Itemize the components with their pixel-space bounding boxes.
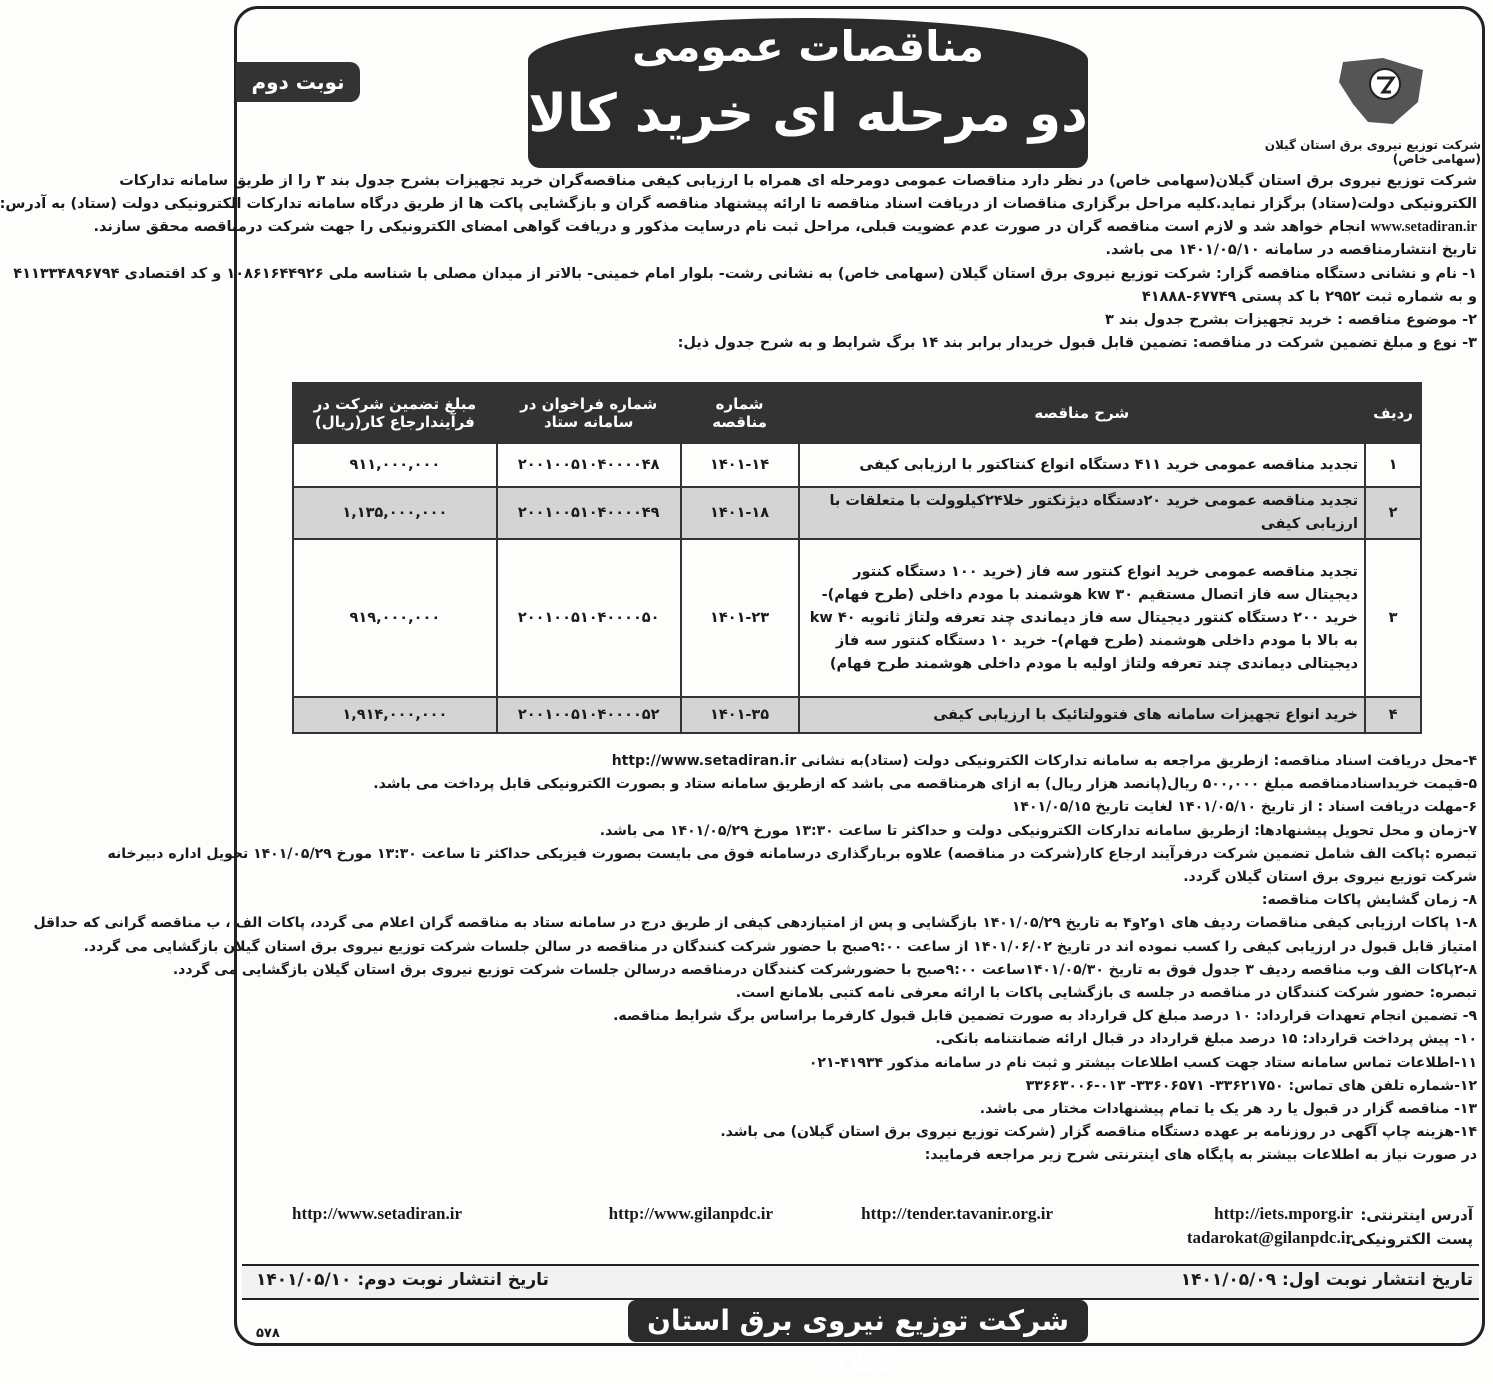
- intro-paragraph: [0, 170, 1477, 262]
- condition-line: ۵-قیمت خریداسنادمناقصه مبلغ ۵۰۰,۰۰۰ ریال(پانصد هزار ریال) به ازای هرمناقصه می باشد که ازطریق سامانه ستاد و بصورت الکترونیکی قابل پرداخت می باشد.: [373, 776, 1477, 793]
- link-setadiran[interactable]: http://www.setadiran.ir: [292, 1204, 462, 1223]
- url-row: [292, 1204, 1353, 1230]
- row-call-number: ۲۰۰۱۰۰۵۱۰۴۰۰۰۰۴۸: [497, 443, 681, 487]
- condition-line: ۱-۸ پاکات ارزیابی کیفی مناقصات ردیف های ۱و۲و۴ به تاریخ ۱۴۰۱/۰۵/۲۹ بازگشایی و پس از امتیازدهی کیفی از طریق درج در سامانه ستاد به مناقصه گران اعلام می گردد، پاکات الف ، ب مناقصه گرانی که حداقل: [33, 915, 1477, 932]
- table-header-row: [293, 383, 1421, 443]
- row-amount: ۱,۱۳۵,۰۰۰,۰۰۰: [293, 487, 497, 539]
- row-tender-number: ۱۴۰۱-۱۴: [681, 443, 799, 487]
- row-description: تجدید مناقصه عمومی خرید ۴۱۱ دستگاه انواع کنتاکتور با ارزیابی کیفی: [799, 443, 1366, 487]
- row-amount: ۹۱۹,۰۰۰,۰۰۰: [293, 539, 497, 697]
- condition-line: تبصره: حضور شرکت کنندگان در مناقصه در جلسه ی بازگشایی پاکات با ارائه معرفی نامه کتبی بلامانع است.: [735, 985, 1477, 1002]
- email-row: [292, 1228, 1353, 1254]
- intro-url[interactable]: www.setadiran.ir: [1370, 219, 1477, 235]
- round-badge: نوبت دوم: [236, 62, 360, 102]
- condition-line: ۴-محل دریافت اسناد مناقصه: ازطریق مراجعه به سامانه تدارکات الکترونیکی دولت (ستاد)به نشانی http://www.setadiran.ir: [611, 753, 1477, 769]
- table-row: [293, 539, 1421, 697]
- row-description: خرید انواع تجهیزات سامانه های فتوولتائیک با ارزیابی کیفی: [799, 697, 1366, 733]
- company-logo: [1273, 52, 1433, 132]
- link-gilanpdc[interactable]: http://www.gilanpdc.ir: [608, 1204, 773, 1223]
- row-call-number: ۲۰۰۱۰۰۵۱۰۴۰۰۰۰۵۲: [497, 697, 681, 733]
- intro-line: الکترونیکی دولت(ستاد) برگزار نماید.کلیه مراحل برگزاری مناقصات از دریافت اسناد مناقصه تا ارائه پیشنهاد مناقصه گران و بازگشایی پاکت ها از طریق درگاه سامانه تدارکات الکترونیکی دولت (ستاد) به آدرس:: [0, 196, 1477, 212]
- condition-line: ۱۳- مناقصه گزار در قبول یا رد هر یک یا تمام پیشنهادات مختار می باشد.: [979, 1101, 1477, 1118]
- page-title: مناقصات عمومی: [631, 22, 985, 71]
- header-cell: شرح مناقصه: [799, 383, 1366, 443]
- item-line: ۱- نام و نشانی دستگاه مناقصه گزار: شرکت توزیع نیروی برق استان گیلان (سهامی خاص) به نشانی رشت- بلوار امام خمینی- بالاتر از میدان مصلی با شناسه ملی ۱۰۸۶۱۶۴۴۹۲۶ و کد اقتصادی ۴۱۱۳۳۴۸۹۶۷۹۴: [13, 266, 1477, 282]
- company-name-small: شرکت توزیع نیروی برق استان گیلان (سهامی خاص): [1264, 138, 1481, 166]
- row-call-number: ۲۰۰۱۰۰۵۱۰۴۰۰۰۰۵۰: [497, 539, 681, 697]
- header-cell: مبلغ تضمین شرکت در فرآیندارجاع کار(ریال): [293, 383, 497, 443]
- row-tender-number: ۱۴۰۱-۱۸: [681, 487, 799, 539]
- numbered-items: [13, 263, 1477, 355]
- condition-line: امتیاز قابل قبول در ارزیابی کیفی را کسب نموده اند در تاریخ ۱۴۰۱/۰۶/۰۲ از ساعت ۹:۰۰صبح با حضور شرکت کنندگان در مناقصه در سالن جلسات شرکت توزیع نیروی برق استان گیلان بازگشایی می گردد.: [83, 938, 1477, 955]
- item-line: ۳- نوع و مبلغ تضمین شرکت در مناقصه: تضمین قابل قبول خریدار برابر بند ۱۴ برگ شرایط و به شرح جدول ذیل:: [677, 335, 1477, 351]
- condition-line: ۷-زمان و محل تحویل پیشنهادها: ازطریق سامانه تدارکات الکترونیکی دولت و حداکثر تا ساعت ۱۳:۳۰ مورخ ۱۴۰۱/۰۵/۲۹ می باشد.: [599, 822, 1477, 839]
- page-number: ۵۷۸: [256, 1326, 280, 1341]
- table-row: [293, 443, 1421, 487]
- address-label: آدرس اینترنتی:: [1360, 1206, 1473, 1224]
- footer-company: شرکت توزیع نیروی برق استان گیلان: [628, 1300, 1088, 1342]
- item-line: ۲- موضوع مناقصه : خرید تجهیزات بشرح جدول بند ۳: [1104, 312, 1477, 328]
- condition-line: ۶-مهلت دریافت اسناد : از تاریخ ۱۴۰۱/۰۵/۱۰ لغایت تاریخ ۱۴۰۱/۰۵/۱۵: [1011, 799, 1477, 816]
- intro-line: تاریخ انتشارمناقصه در سامانه ۱۴۰۱/۰۵/۱۰ می باشد.: [1105, 242, 1477, 258]
- table-row: [293, 697, 1421, 733]
- row-amount: ۹۱۱,۰۰۰,۰۰۰: [293, 443, 497, 487]
- header-cell: شماره فراخوان در سامانه ستاد: [497, 383, 681, 443]
- condition-line: شرکت توزیع نیروی برق استان گیلان گردد.: [1183, 869, 1477, 886]
- header-cell: شماره مناقصه: [681, 383, 799, 443]
- condition-line: ۲-۸پاکات الف وب مناقصه ردیف ۳ جدول فوق به تاریخ ۱۴۰۱/۰۵/۳۰ساعت ۹:۰۰صبح با حضورشرکت کنندگان درمناقصه درسالن جلسات شرکت توزیع نیروی برق استان گیلان بازگشایی می گردد.: [172, 961, 1477, 978]
- row-number: ۳: [1365, 539, 1421, 697]
- intro-line: شرکت توزیع نیروی برق استان گیلان(سهامی خاص) در نظر دارد مناقصات عمومی دومرحله ای همراه با ارزیابی کیفی مناقصه‌گران خرید تجهیزات بشرح جدول بند ۳ را از طریق سامانه تدارکات: [119, 173, 1477, 189]
- condition-line: تبصره :پاکت الف شامل تضمین شرکت درفرآیند ارجاع کار(شرکت در مناقصه) علاوه بربارگذاری درسامانه فوق می بایست بصورت فیزیکی حداکثر تا ساعت ۱۳:۳۰ مورخ ۱۴۰۱/۰۵/۲۹ تحویل اداره دبیرخانه: [107, 845, 1477, 862]
- row-number: ۲: [1365, 487, 1421, 539]
- row-number: ۱: [1365, 443, 1421, 487]
- row-tender-number: ۱۴۰۱-۳۵: [681, 697, 799, 733]
- item-line: و به شماره ثبت ۲۹۵۲ با کد پستی ۶۷۷۴۹-۴۱۸۸۸: [1141, 289, 1477, 305]
- condition-line: ۱۲-شماره تلفن های تماس: ۳۳۶۲۱۷۵۰- ۳۳۶۰۶۵۷۱- ۰۱۳-۳۳۶۶۳۰۰۶: [1025, 1077, 1477, 1094]
- tender-table: [292, 382, 1422, 734]
- condition-line: ۸- زمان گشایش پاکات مناقصه:: [1261, 892, 1477, 909]
- row-call-number: ۲۰۰۱۰۰۵۱۰۴۰۰۰۰۴۹: [497, 487, 681, 539]
- condition-line: ۱۴-هزینه چاپ آگهی در روزنامه بر عهده دستگاه مناقصه گزار (شرکت توزیع نیروی برق استان گیلان) می باشد.: [720, 1124, 1477, 1141]
- condition-line: ۱۱-اطلاعات تماس سامانه ستاد جهت کسب اطلاعات بیشتر و ثبت نام در سامانه مذکور ۴۱۹۳۴-۰۲۱: [808, 1054, 1477, 1071]
- condition-line: ۱۰- پیش پرداخت قرارداد: ۱۵ درصد مبلغ قرارداد در قبال ارائه ضمانتنامه بانکی.: [935, 1031, 1477, 1048]
- header-cell: ردیف: [1365, 383, 1421, 443]
- condition-line: ۹- تضمین انجام تعهدات قرارداد: ۱۰ درصد مبلغ کل قرارداد به صورت تضمین قابل قبول کارفرما براساس برگ شرایط مناقصه.: [613, 1008, 1477, 1025]
- email-label: پست الکترونیکی:: [1345, 1230, 1473, 1248]
- row-amount: ۱,۹۱۴,۰۰۰,۰۰۰: [293, 697, 497, 733]
- conditions-list: [33, 750, 1477, 1168]
- intro-line: www.setadiran.ir انجام خواهد شد و لازم است مناقصه گران در صورت عدم عضویت قبلی، مراحل ثبت نام درسایت مذکور و دریافت گواهی امضای الکترونیکی را جهت شرکت درمناقصه محقق سازند.: [93, 219, 1477, 235]
- row-tender-number: ۱۴۰۱-۲۳: [681, 539, 799, 697]
- row-description: تجدید مناقصه عمومی خرید انواع کنتور سه فاز (خرید ۱۰۰ دستگاه کنتور دیجیتال سه فاز اتصال مستقیم ۳۰ kw هوشمند با مودم داخلی (طرح فهام)- خرید ۲۰۰ دستگاه کنتور دیجیتال سه فاز دیماندی چند تعرفه ولتاژ ثانویه ۴۰ kw به بالا با مودم داخلی هوشمند (طرح فهام)- خرید ۱۰ دستگاه کنتور سه فاز دیجیتالی دیماندی چند تعرفه ولتاژ اولیه با مودم داخلی هوشمند طرح فهام): [799, 539, 1366, 697]
- publish-dates-bar: [242, 1264, 1479, 1300]
- link-iets[interactable]: http://iets.mporg.ir: [1214, 1204, 1353, 1223]
- first-publish-date: تاریخ انتشار نوبت اول: ۱۴۰۱/۰۵/۰۹: [1180, 1270, 1473, 1290]
- email-address[interactable]: tadarokat@gilanpdc.ir: [1186, 1228, 1353, 1247]
- row-description: تجدید مناقصه عمومی خرید ۲۰دستگاه دیژنکتور خلا۲۴کیلوولت با متعلقات با ارزیابی کیفی: [799, 487, 1366, 539]
- link-tender-tavanir[interactable]: http://tender.tavanir.org.ir: [861, 1204, 1053, 1223]
- page-subtitle: دو مرحله ای خرید کالا: [528, 84, 1088, 144]
- condition-line: در صورت نیاز به اطلاعات بیشتر به پایگاه های اینترنتی شرح زیر مراجعه فرمایید:: [924, 1147, 1477, 1164]
- second-publish-date: تاریخ انتشار نوبت دوم: ۱۴۰۱/۰۵/۱۰: [256, 1270, 549, 1290]
- row-number: ۴: [1365, 697, 1421, 733]
- table-row: [293, 487, 1421, 539]
